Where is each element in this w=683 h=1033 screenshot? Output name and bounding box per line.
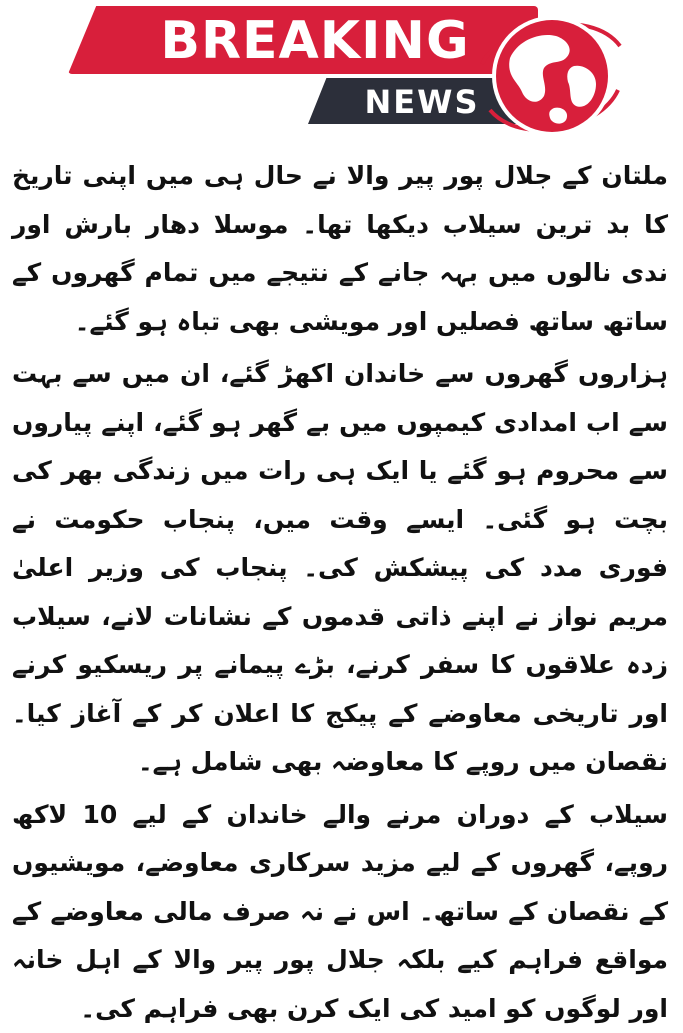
article-paragraph: سیلاب کے دوران مرنے والے خاندان کے لیے 10 لاکھ روپے، گھروں کے لیے مزید سرکاری معاوضے، مویشیوں کے نقصان کے ساتھ۔ اس نے نہ صرف مالی معاوضے کے مواقع فراہم کیے بلکہ جلال پور پیر والا کے اہل خانہ اور لوگوں کو امید کی ایک کرن بھی فراہم کی۔ — [12, 791, 668, 1033]
article-paragraph: ملتان کے جلال پور پیر والا نے حال ہی میں اپنی تاریخ کا بد ترین سیلاب دیکھا تھا۔ موسلا دھار بارش اور ندی نالوں میں بہہ جانے کے نتیجے میں تمام گھروں کے ساتھ ساتھ فصلیں اور مویشی بھی تباہ ہو گئے۔ — [12, 152, 668, 346]
article-body — [12, 152, 668, 1012]
breaking-news-header — [0, 0, 683, 150]
globe-icon — [470, 6, 630, 146]
breaking-label: BREAKING — [120, 10, 510, 72]
article-paragraph: ہزاروں گھروں سے خاندان اکھڑ گئے، ان میں سے بہت سے اب امدادی کیمپوں میں بے گھر ہو گئے، اپنے پیاروں سے محروم ہو گئے یا ایک ہی رات میں زندگی بھر کی بچت ہو گئی۔ ایسے وقت میں، پنجاب حکومت نے فوری مدد کی پیشکش کی۔ پنجاب کی وزیر اعلیٰ مریم نواز نے اپنے ذاتی قدموں کے نشانات لانے، سیلاب زدہ علاقوں کا سفر کرنے، بڑے پیمانے پر ریسکیو کرنے اور تاریخی معاوضے کے پیکج کا اعلان کر کے آغاز کیا۔ نقصان میں روپے کا معاوضہ بھی شامل ہے۔ — [12, 350, 668, 787]
news-label: NEWS — [332, 80, 512, 124]
